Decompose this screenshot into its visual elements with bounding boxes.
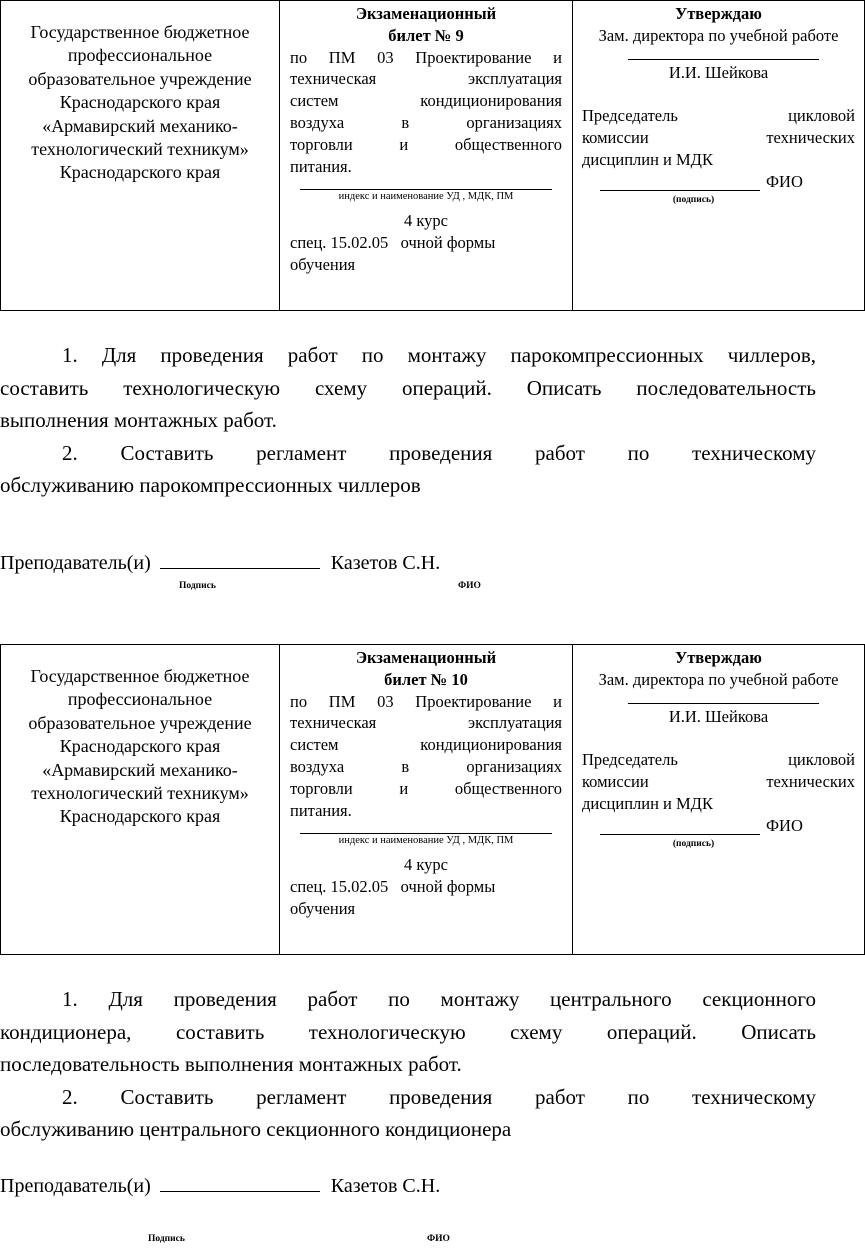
specialty: спец. 15.02.05 очной формы [290, 877, 496, 897]
teacher-label: Преподаватель(и) [0, 552, 151, 574]
chair-sign-line [600, 190, 760, 191]
caption-sign: Подпись [148, 1234, 185, 1244]
question-1-end: выполнения монтажных работ. [0, 408, 277, 432]
chair-line: комиссии технических [582, 772, 855, 792]
caption-fio: ФИО [458, 581, 481, 591]
teacher-sign-line [160, 568, 320, 569]
institution-cell [1, 645, 280, 955]
approval-cell [573, 645, 865, 955]
fio-label: ФИО [766, 171, 803, 191]
ticket-info-cell [280, 645, 573, 955]
teacher-sign-line [160, 1191, 320, 1192]
ticket-number: билет № 10 [384, 669, 468, 689]
ticket-header-table [0, 644, 865, 955]
ticket-title: Экзаменационный [355, 4, 497, 23]
approve-sign-line [628, 703, 819, 704]
approval-cell [573, 1, 865, 311]
teacher-signature [0, 552, 440, 575]
subject-line: систем кондиционирования [290, 91, 562, 111]
question-1-cont: составить технологическую схему операций. Описать последовательность [0, 375, 816, 400]
teacher-label: Преподаватель(и) [0, 1175, 151, 1197]
approve-title: Утверждаю [675, 648, 762, 667]
subject-line: по ПМ 03 Проектирование и [290, 47, 562, 67]
chair-line: Председатель цикловой [582, 106, 855, 126]
specialty-last: обучения [290, 254, 356, 274]
subject-line: воздуха в организациях [290, 112, 562, 132]
subject-line: торговли и общественного [290, 134, 562, 154]
specialty-last: обучения [290, 898, 356, 918]
approve-position: Зам. директора по учебной работе [598, 25, 839, 45]
caption-fio: ФИО [427, 1234, 450, 1244]
caption-sign: Подпись [179, 581, 216, 591]
approve-position: Зам. директора по учебной работе [598, 669, 839, 689]
specialty: спец. 15.02.05 очной формы [290, 233, 496, 253]
fio-label: ФИО [766, 815, 803, 835]
questions-block [0, 983, 816, 1146]
chair-sign-line [600, 834, 760, 835]
question-1-cont: кондиционера, составить технологическую схему операций. Описать [0, 1019, 816, 1044]
chair-line: дисциплин и МДК [582, 793, 713, 813]
question-2: 2. Составить регламент проведения работ по техническому [62, 440, 816, 465]
sign-caption: (подпись) [672, 194, 715, 205]
subject-line: техническая эксплуатация [290, 713, 562, 733]
subject-line: техническая эксплуатация [290, 69, 562, 89]
ticket-number: билет № 9 [388, 25, 464, 45]
question-1: 1. Для проведения работ по монтажу центрального секционного [62, 987, 816, 1011]
subject-line: воздуха в организациях [290, 756, 562, 776]
subject-line: систем кондиционирования [290, 735, 562, 755]
chair-line: Председатель цикловой [582, 750, 855, 770]
ticket-info-cell [280, 1, 573, 311]
sign-caption: (подпись) [672, 838, 715, 849]
approve-title: Утверждаю [675, 4, 762, 23]
subject-line: по ПМ 03 Проектирование и [290, 691, 562, 711]
question-2-end: обслуживанию центрального секционного кондиционера [0, 1117, 512, 1141]
subject-line: питания. [290, 156, 352, 176]
institution-name: Государственное бюджетное профессиональное образовательное учреждение Краснодарского края «Армавирский механико-технологический техникум» Краснодарского края [28, 666, 252, 827]
course: 4 курс [404, 855, 448, 875]
subject-line: питания. [290, 800, 352, 820]
teacher-name: Казетов С.Н. [330, 552, 441, 574]
approve-name: И.И. Шейкова [668, 706, 769, 726]
ticket-title: Экзаменационный [355, 648, 497, 667]
institution-cell [1, 1, 280, 311]
ticket-header-table [0, 0, 865, 311]
index-caption: индекс и наименование УД , МДК, ПМ [338, 191, 514, 203]
question-2: 2. Составить регламент проведения работ по техническому [62, 1084, 816, 1109]
course: 4 курс [404, 211, 448, 231]
subject-line: торговли и общественного [290, 778, 562, 798]
chair-line: дисциплин и МДК [582, 149, 713, 169]
question-2-end: обслуживанию парокомпрессионных чиллеров [0, 473, 421, 497]
teacher-signature [0, 1175, 440, 1198]
index-caption: индекс и наименование УД , МДК, ПМ [338, 835, 514, 847]
institution-name: Государственное бюджетное профессиональное образовательное учреждение Краснодарского края «Армавирский механико-технологический техникум» Краснодарского края [28, 22, 252, 183]
questions-block [0, 339, 816, 502]
chair-line: комиссии технических [582, 128, 855, 148]
question-1-end: последовательность выполнения монтажных работ. [0, 1052, 462, 1076]
teacher-name: Казетов С.Н. [330, 1175, 441, 1197]
approve-sign-line [628, 59, 819, 60]
approve-name: И.И. Шейкова [668, 62, 769, 82]
question-1: 1. Для проведения работ по монтажу парокомпрессионных чиллеров, [62, 343, 816, 367]
